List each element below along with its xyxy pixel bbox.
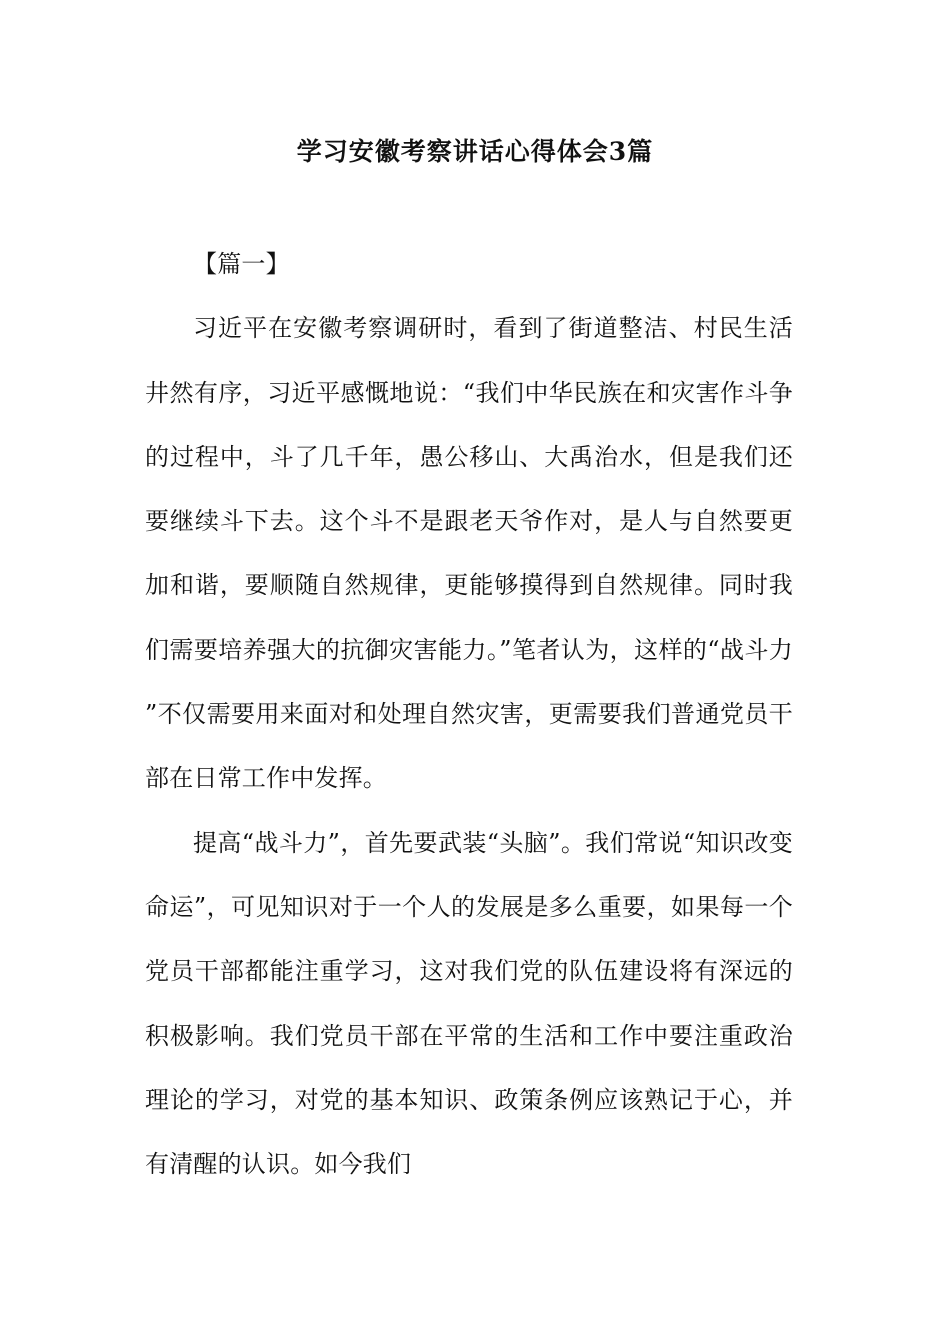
paragraph-1: 习近平在安徽考察调研时，看到了街道整洁、村民生活井然有序，习近平感慨地说：“我们中华民族在和灾害作斗争的过程中，斗了几千年，愚公移山、大禹治水，但是我们还要继续斗下去。这个斗不是跟老天爷作对，是人与自然要更加和谐，要顺随自然规律，更能够摸得到自然规律。同时我们需要培养强大的抗御灾害能力。”笔者认为，这样的“战斗力”不仅需要用来面对和处理自然灾害，更需要我们普通党员干部在日常工作中发挥。 bbox=[145, 314, 793, 793]
document-body bbox=[145, 232, 793, 1196]
document-title: 学习安徽考察讲话心得体会3篇 bbox=[296, 137, 654, 166]
section-label: 【篇一】 bbox=[193, 250, 290, 278]
paragraph-2: 提高“战斗力”，首先要武装“头脑”。我们常说“知识改变命运”，可见知识对于一个人的发展是多么重要，如果每一个党员干部都能注重学习，这对我们党的队伍建设将有深远的积极影响。我们党员干部在平常的生活和工作中要注重政治理论的学习，对党的基本知识、政策条例应该熟记于心，并有清醒的认识。如今我们 bbox=[145, 828, 793, 1179]
